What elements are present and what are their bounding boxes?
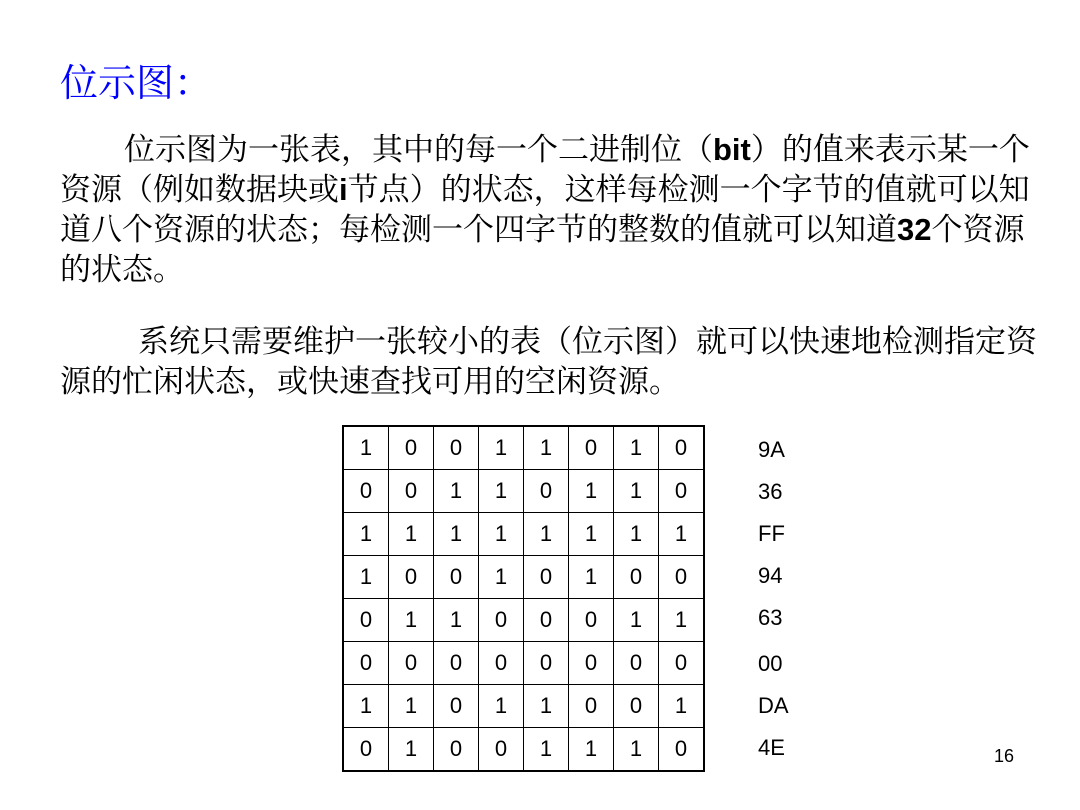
bit-cell: 0	[614, 556, 659, 599]
bit-cell: 0	[343, 470, 389, 513]
bit-cell: 0	[524, 470, 569, 513]
bit-cell: 1	[524, 728, 569, 772]
bit-cell: 0	[479, 599, 524, 642]
bitmap-row	[343, 599, 704, 642]
bit-cell: 0	[389, 470, 434, 513]
bit-cell: 1	[614, 728, 659, 772]
bitmap-row	[343, 513, 704, 556]
hex-value: 4E	[758, 735, 785, 760]
hex-value: 94	[758, 563, 783, 588]
slide-title: 位示图：	[60, 61, 213, 105]
bit-cell: 1	[659, 685, 705, 728]
hex-value: DA	[758, 693, 789, 718]
bit-cell: 1	[659, 513, 705, 556]
bitmap-row	[343, 642, 704, 685]
bitmap-row	[343, 426, 704, 470]
bit-cell: 0	[479, 642, 524, 685]
bit-cell: 1	[614, 599, 659, 642]
bitmap-row	[343, 728, 704, 772]
bit-cell: 0	[434, 426, 479, 470]
bit-cell: 1	[524, 426, 569, 470]
para1-text-3: 节点）的状态，这样每检测一个字节的值就可以知道八个资源的状态；每检测一个四字节的整数的值就可以知道	[60, 172, 1030, 248]
paragraph-bitmap-usage: 系统只需要维护一张较小的表（位示图）就可以快速地检测指定资源的忙闲状态，或快速查找可用的空闲资源。	[60, 324, 1037, 400]
bit-cell: 1	[569, 728, 614, 772]
bit-cell: 0	[524, 642, 569, 685]
para1-text-4: 个资源的状态。	[60, 212, 1025, 288]
hex-value: 00	[758, 651, 783, 676]
bit-cell: 0	[659, 470, 705, 513]
bit-cell: 1	[343, 513, 389, 556]
bit-cell: 1	[434, 470, 479, 513]
bit-cell: 0	[434, 728, 479, 772]
bit-cell: 1	[343, 685, 389, 728]
bit-cell: 1	[569, 556, 614, 599]
bit-cell: 1	[614, 513, 659, 556]
bit-cell: 0	[659, 426, 705, 470]
bit-cell: 1	[614, 470, 659, 513]
bit-cell: 1	[659, 599, 705, 642]
bit-cell: 1	[524, 513, 569, 556]
para1-bold-bit: bit	[713, 132, 751, 167]
bit-cell: 0	[659, 642, 705, 685]
bit-cell: 0	[434, 685, 479, 728]
bit-cell: 1	[389, 599, 434, 642]
bit-cell: 0	[389, 556, 434, 599]
bit-cell: 0	[343, 728, 389, 772]
bit-cell: 0	[659, 728, 705, 772]
bit-cell: 0	[389, 426, 434, 470]
bit-cell: 1	[434, 513, 479, 556]
hex-value: 63	[758, 605, 783, 630]
bit-cell: 1	[479, 513, 524, 556]
bitmap-table	[342, 425, 705, 772]
hex-value: FF	[758, 521, 785, 546]
bit-cell: 0	[524, 556, 569, 599]
hex-value: 36	[758, 479, 783, 504]
para1-bold-32: 32	[897, 212, 932, 247]
bit-cell: 1	[343, 426, 389, 470]
para1-text-1: 位示图为一张表，其中的每一个二进制位（	[124, 132, 713, 168]
hex-value: 9A	[758, 437, 785, 462]
para1-bold-i: i	[339, 172, 348, 207]
bit-cell: 0	[569, 599, 614, 642]
bitmap-row	[343, 470, 704, 513]
bit-cell: 1	[479, 556, 524, 599]
bit-cell: 1	[343, 556, 389, 599]
bit-cell: 0	[343, 642, 389, 685]
bit-cell: 1	[434, 599, 479, 642]
bit-cell: 1	[389, 728, 434, 772]
bit-cell: 0	[569, 426, 614, 470]
bit-cell: 0	[569, 642, 614, 685]
bit-cell: 0	[659, 556, 705, 599]
bit-cell: 1	[524, 685, 569, 728]
bit-cell: 1	[614, 426, 659, 470]
bit-cell: 0	[434, 556, 479, 599]
bit-cell: 0	[569, 685, 614, 728]
bit-cell: 1	[569, 513, 614, 556]
bit-cell: 1	[389, 685, 434, 728]
bit-cell: 1	[479, 470, 524, 513]
bit-cell: 1	[479, 426, 524, 470]
bit-cell: 0	[614, 685, 659, 728]
bit-cell: 0	[479, 728, 524, 772]
para1-text-2: ）的值来表示某一个资源（例如数据块或	[60, 132, 1030, 208]
bit-cell: 1	[389, 513, 434, 556]
paragraph-bitmap-definition	[60, 130, 1045, 290]
bit-cell: 0	[389, 642, 434, 685]
bit-cell: 0	[614, 642, 659, 685]
bit-cell: 1	[479, 685, 524, 728]
bit-cell: 0	[434, 642, 479, 685]
bit-cell: 0	[524, 599, 569, 642]
bit-cell: 0	[343, 599, 389, 642]
bit-cell: 1	[569, 470, 614, 513]
page-number: 16	[994, 746, 1015, 766]
bitmap-row	[343, 556, 704, 599]
bitmap-row	[343, 685, 704, 728]
